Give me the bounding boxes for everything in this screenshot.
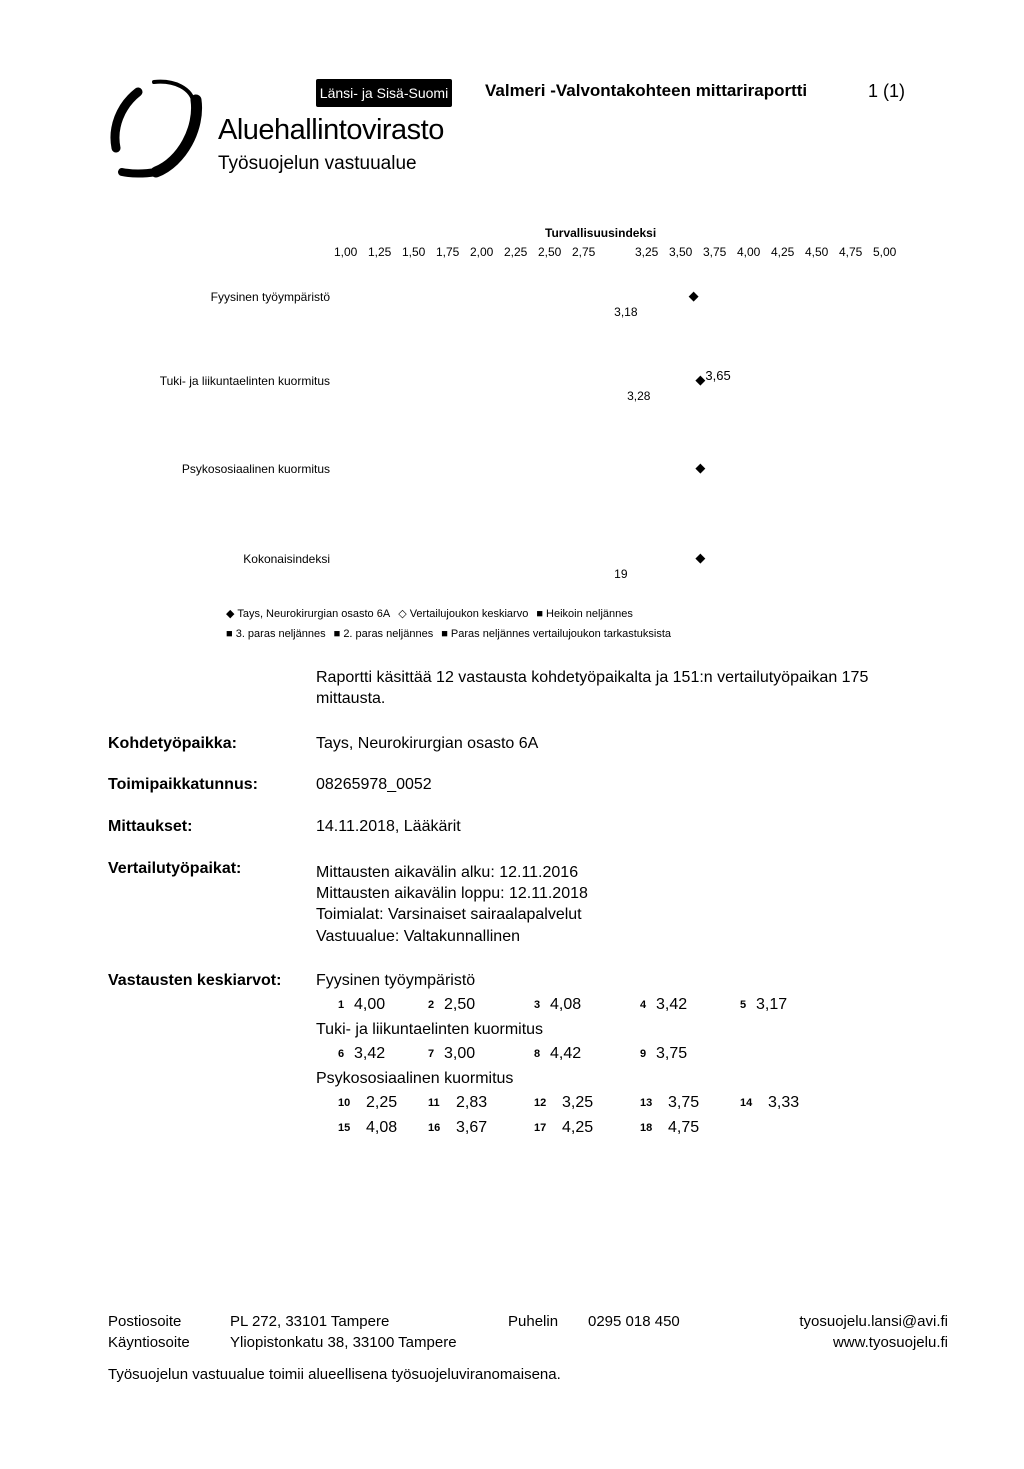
category-label: Fyysinen työympäristö: [210, 290, 330, 304]
summary-line-1: Raportti käsittää 12 vastausta kohdetyöpaikalta ja 151:n vertailutyöpaikan 175: [316, 669, 869, 686]
comparison-line-1: Mittausten aikavälin alku: 12.11.2016: [316, 864, 579, 881]
legend-symbol-icon: ■: [226, 628, 236, 640]
question-number: 1: [338, 999, 345, 1011]
site-id-label: Toimipaikkatunnus:: [108, 776, 258, 793]
question-average: 2,50: [444, 996, 476, 1013]
comparison-line-2: Mittausten aikavälin loppu: 12.11.2018: [316, 885, 588, 902]
answer-group-title: Fyysinen työympäristö: [316, 972, 476, 989]
legend-label: Tays, Neurokirurgian osasto 6A: [237, 608, 391, 620]
question-average: 3,67: [456, 1119, 488, 1136]
legend-symbol-icon: ■: [441, 628, 451, 640]
question-average: 4,25: [562, 1119, 594, 1136]
question-number: 4: [640, 999, 647, 1011]
summary-line-2: mittausta.: [316, 690, 386, 707]
target-workplace-label: Kohdetyöpaikka:: [108, 735, 237, 752]
data-point-marker: ◆: [688, 288, 699, 303]
question-average: 4,00: [354, 996, 386, 1013]
legend-row-1: [226, 607, 641, 620]
value-label: 19: [614, 567, 628, 581]
x-tick-label: 2,25: [504, 245, 528, 259]
legend-item: [334, 628, 434, 640]
question-average: 3,25: [562, 1094, 594, 1111]
measurements-value: 14.11.2018, Lääkärit: [316, 818, 461, 835]
postal-value: PL 272, 33101 Tampere: [230, 1313, 390, 1330]
x-tick-label: 1,25: [368, 245, 392, 259]
answer-group-title: Tuki- ja liikuntaelinten kuormitus: [316, 1021, 544, 1038]
legend-item: [536, 608, 633, 620]
question-average: 3,75: [656, 1045, 688, 1062]
legend-symbol-icon: ■: [333, 628, 344, 640]
legend-item: [441, 628, 671, 640]
question-average: 3,42: [354, 1045, 386, 1062]
legend-label: Heikoin neljännes: [546, 608, 633, 620]
question-number: 8: [534, 1048, 541, 1060]
legend-symbol-icon: ◇: [398, 608, 410, 620]
question-average: 3,75: [668, 1094, 700, 1111]
visit-value: Yliopistonkatu 38, 33100 Tampere: [230, 1334, 457, 1351]
category-label: Kokonaisindeksi: [243, 552, 330, 566]
question-number: 15: [338, 1122, 351, 1134]
region-badge: Länsi- ja Sisä-Suomi: [316, 79, 452, 107]
x-tick-label: 4,75: [839, 245, 863, 259]
x-tick-label: 1,00: [334, 245, 358, 259]
target-workplace-value: Tays, Neurokirurgian osasto 6A: [316, 735, 539, 752]
category-label: Tuki- ja liikuntaelinten kuormitus: [159, 374, 330, 388]
question-number: 10: [338, 1097, 351, 1109]
data-point-marker: ◆: [695, 372, 706, 387]
question-average: 2,83: [456, 1094, 488, 1111]
email-link[interactable]: tyosuojelu.lansi@avi.fi: [799, 1313, 948, 1330]
footer-note: Työsuojelun vastuualue toimii alueellisena työsuojeluviranomaisena.: [108, 1366, 561, 1383]
phone-label: Puhelin: [508, 1313, 559, 1330]
legend-item: [226, 628, 326, 640]
question-average: 3,42: [656, 996, 688, 1013]
phone-value: 0295 018 450: [588, 1313, 680, 1330]
visit-label: Käyntiosoite: [108, 1334, 190, 1351]
question-average: 4,42: [550, 1045, 582, 1062]
x-tick-label: 2,50: [538, 245, 562, 259]
x-tick-label: 4,25: [771, 245, 795, 259]
question-number: 17: [534, 1122, 547, 1134]
question-number: 2: [428, 999, 435, 1011]
question-number: 13: [640, 1097, 653, 1109]
x-tick-label: 4,50: [805, 245, 829, 259]
chart-title: Turvallisuusindeksi: [545, 226, 657, 240]
department-name: Työsuojelun vastuualue: [218, 153, 417, 174]
legend-label: Vertailujoukon keskiarvo: [409, 608, 529, 620]
x-tick-label: 4,00: [737, 245, 761, 259]
question-number: 3: [534, 999, 541, 1011]
question-average: 4,08: [550, 996, 582, 1013]
site-id-value: 08265978_0052: [316, 776, 432, 793]
legend-label: Paras neljännes vertailujoukon tarkastuksista: [450, 628, 672, 640]
x-tick-label: 5,00: [873, 245, 897, 259]
data-point-label: 3,65: [705, 368, 731, 383]
avi-logo-icon: [108, 78, 204, 182]
question-average: 3,33: [768, 1094, 800, 1111]
question-number: 9: [640, 1048, 647, 1060]
org-name: Aluehallintovirasto: [218, 114, 444, 146]
question-average: 3,17: [756, 996, 788, 1013]
x-tick-label: 2,75: [572, 245, 596, 259]
x-tick-label: 3,50: [669, 245, 693, 259]
question-number: 5: [740, 999, 747, 1011]
value-label: 3,28: [627, 389, 651, 403]
web-link[interactable]: www.tyosuojelu.fi: [832, 1334, 948, 1351]
data-point-marker: ◆: [695, 550, 706, 565]
legend-label: 2. paras neljännes: [343, 628, 434, 640]
answer-group-title: Psykososiaalinen kuormitus: [316, 1070, 514, 1087]
measurements-label: Mittaukset:: [108, 818, 193, 835]
legend-item: [398, 608, 528, 620]
question-average: 2,25: [366, 1094, 398, 1111]
question-number: 7: [428, 1048, 435, 1060]
comparison-label: Vertailutyöpaikat:: [108, 860, 242, 877]
legend-item: [226, 608, 390, 620]
question-number: 11: [428, 1097, 440, 1109]
answers-label: Vastausten keskiarvot:: [108, 972, 282, 989]
legend-symbol-icon: ◆: [226, 608, 238, 620]
x-tick-label: 1,50: [402, 245, 426, 259]
question-number: 16: [428, 1122, 441, 1134]
question-number: 6: [338, 1048, 345, 1060]
question-number: 14: [740, 1097, 753, 1109]
comparison-line-4: Vastuualue: Valtakunnallinen: [316, 928, 520, 945]
question-number: 18: [640, 1122, 653, 1134]
legend-symbol-icon: ■: [536, 608, 547, 620]
report-title: Valmeri -Valvontakohteen mittariraportti: [485, 81, 808, 100]
x-tick-label: 2,00: [470, 245, 494, 259]
legend-row-2: [226, 628, 679, 640]
question-number: 12: [534, 1097, 547, 1109]
x-tick-label: 1,75: [436, 245, 460, 259]
postal-label: Postiosoite: [108, 1313, 182, 1330]
x-tick-label: 3,75: [703, 245, 727, 259]
value-label: 3,18: [614, 305, 638, 319]
question-average: 3,00: [444, 1045, 476, 1062]
category-label: Psykososiaalinen kuormitus: [181, 462, 330, 476]
legend-label: 3. paras neljännes: [235, 628, 326, 640]
page-number: 1 (1): [868, 81, 906, 101]
comparison-line-3: Toimialat: Varsinaiset sairaalapalvelut: [316, 906, 582, 923]
data-point-marker: ◆: [695, 460, 706, 475]
x-tick-label: 3,25: [635, 245, 659, 259]
question-average: 4,75: [668, 1119, 700, 1136]
question-average: 4,08: [366, 1119, 398, 1136]
